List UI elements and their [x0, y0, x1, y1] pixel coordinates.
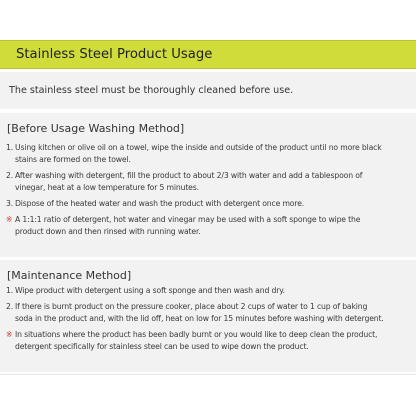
before-usage-item-3 [6, 198, 408, 210]
item-text: A 1:1:1 ratio of detergent, hot water and vinegar may be used with a soft sponge to wipe the [15, 215, 361, 224]
item-text: Using kitchen or olive oil on a towel, wipe the inside and outside of the product until no more black [15, 143, 382, 152]
item-text: If there is burnt product on the pressure cooker, place about 2 cups of water to 1 cup of baking [15, 302, 368, 311]
before-usage-item-1 [6, 142, 408, 166]
item-text: Wipe product with detergent using a soft sponge and then wash and dry. [15, 286, 285, 295]
maintenance-note [6, 329, 408, 353]
before-usage-item-2 [6, 170, 408, 194]
intro-text: The stainless steel must be thoroughly cleaned before use. [9, 85, 294, 96]
item-text: Dispose of the heated water and wash the product with detergent once more. [15, 199, 305, 208]
item-text: detergent specifically for stainless steel can be used to wipe down the product. [15, 342, 309, 351]
maintenance-item-1 [6, 285, 408, 297]
page-title: Stainless Steel Product Usage [16, 47, 213, 62]
item-text: product down and then rinsed with running water. [15, 227, 201, 236]
before-usage-section [0, 113, 416, 257]
bottom-divider [0, 374, 416, 375]
item-marker: 1. [6, 286, 14, 295]
item-text: In situations where the product has been badly burnt or you would like to deep clean the product, [15, 330, 378, 339]
item-marker: 3. [6, 199, 14, 208]
item-text: After washing with detergent, fill the product to about 2/3 with water and add a tablespoon of [15, 171, 363, 180]
title-bar [0, 40, 416, 69]
item-text: soda in the product and, with the lid off, heat on low for 15 minutes before washing with detergent. [15, 314, 384, 323]
maintenance-section [0, 260, 416, 372]
before-usage-heading: [Before Usage Washing Method] [7, 122, 185, 135]
item-text: stains are formed on the towel. [15, 155, 131, 164]
intro-panel [0, 72, 416, 109]
note-mark-icon: ※ [6, 215, 13, 224]
note-mark-icon: ※ [6, 330, 13, 339]
maintenance-heading: [Maintenance Method] [7, 269, 132, 282]
maintenance-item-2 [6, 301, 408, 325]
item-marker: 1. [6, 143, 14, 152]
before-usage-note [6, 214, 408, 238]
item-marker: 2. [6, 171, 14, 180]
item-marker: 2. [6, 302, 14, 311]
item-text: vinegar, heat at a low temperature for 5 minutes. [15, 183, 199, 192]
